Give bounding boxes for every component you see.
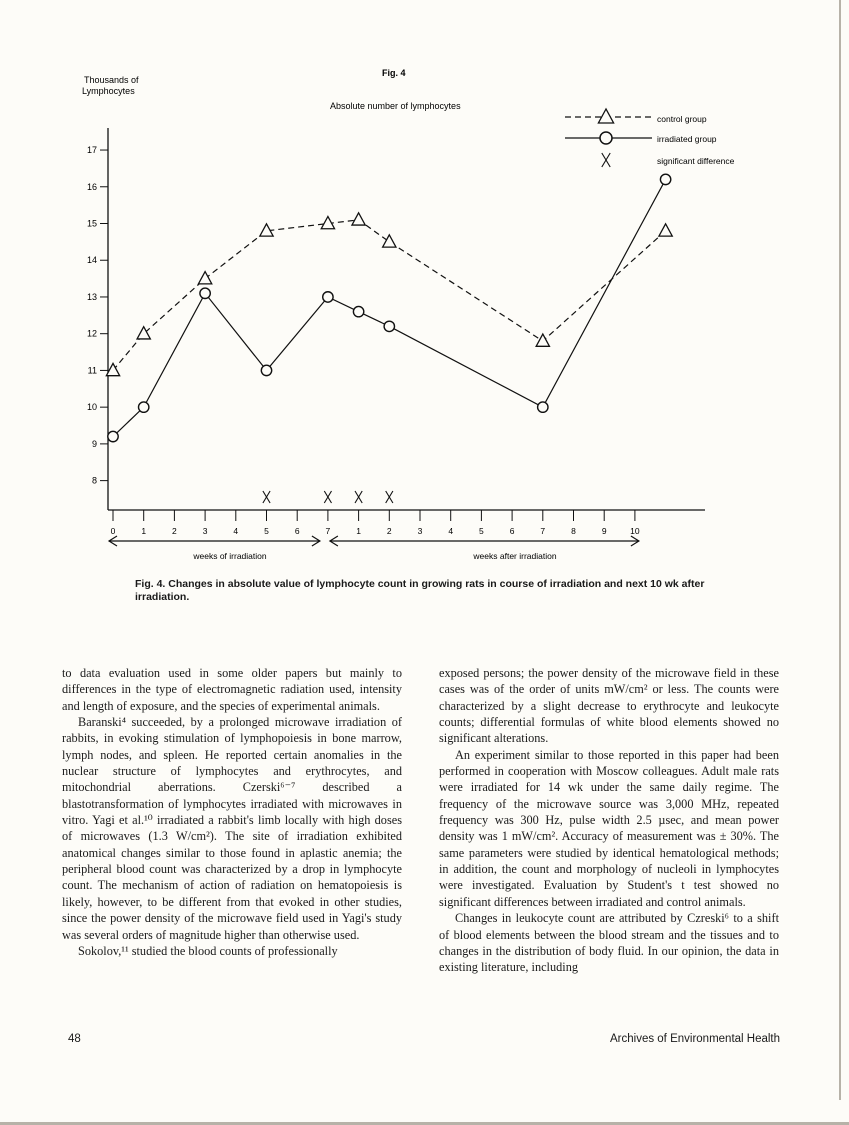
y-tick-label: 8 [91, 475, 97, 486]
y-axis-label-line-1: Thousands of [84, 75, 139, 85]
irradiated-point-circle [139, 402, 149, 412]
control-point-triangle [352, 213, 365, 225]
control-point-triangle [198, 272, 211, 284]
y-tick-label: 15 [86, 218, 97, 229]
y-tick-label: 14 [86, 255, 97, 266]
left-paragraph-1: to data evaluation used in some older papers but mainly to differences in the type of electromagnetic radiation used, intensity and length of exposure, and the species of experimental animals. [62, 666, 402, 713]
right-paragraph-3: Changes in leukocyte count are attributed by Czreski⁶ to a shift of blood elements between the blood stream and the tissues and to changes in the distribution of body fluid. In our opinion, the data in existing literature, including [439, 911, 779, 975]
x-tick-label: 5 [479, 526, 484, 536]
fig-label: Fig. 4 [382, 68, 406, 78]
x-tick-label: 4 [448, 526, 454, 536]
irradiated-point-circle [108, 431, 118, 441]
x-tick-label: 1 [141, 526, 147, 536]
page-number: 48 [68, 1033, 81, 1045]
x-tick-label: 10 [630, 526, 640, 536]
control-point-triangle [137, 327, 150, 339]
legend-label: significant difference [657, 156, 735, 166]
figure-caption: Fig. 4. Changes in absolute value of lymphocyte count in growing rats in course of irradiation and next 10 wk after irradiation. [135, 578, 705, 604]
left-paragraph-3: Sokolov,¹¹ studied the blood counts of professionally [78, 943, 338, 958]
x-axis-segment-label: weeks after irradiation [473, 551, 557, 561]
x-tick-label: 8 [571, 526, 576, 536]
y-tick-label: 10 [86, 402, 97, 413]
x-tick-label: 3 [417, 526, 423, 536]
text-column-right [439, 665, 779, 976]
y-tick-label: 16 [86, 181, 97, 192]
irradiated-series-line [113, 179, 666, 436]
x-tick-label: 7 [325, 526, 331, 536]
irradiated-point-circle [200, 288, 210, 298]
x-tick-label: 1 [356, 526, 361, 536]
right-paragraph-2: An experiment similar to those reported in this paper had been performed in cooperation with Moscow colleagues. Adult male rats were irradiated for 14 wk under the same daily regime. The frequency of the microwave source was 3,000 MHz, repeated frequency was 300 Hz, pulse width 2.5 µsec, and mean power density was 1 mW/cm². Accuracy of measurement was ± 30%. The same parameters were studied by identical hematological methods; in addition, the count and morphology of nucleoli in lymphocytes were investigated. Evaluation by Student's t test showed no significant differences between irradiated and control animals. [439, 747, 779, 909]
legend-label: control group [657, 114, 707, 124]
control-point-triangle [659, 224, 672, 236]
irradiated-point-circle [538, 402, 548, 412]
x-axis-segment-label: weeks of irradiation [193, 551, 267, 561]
y-tick-label: 11 [87, 365, 97, 376]
legend-label: irradiated group [657, 134, 717, 144]
irradiated-point-circle [660, 174, 670, 184]
y-tick-label: 13 [86, 291, 97, 302]
x-tick-label: 3 [202, 526, 208, 536]
text-column-left [62, 665, 402, 959]
irradiated-point-circle [384, 321, 394, 331]
legend-irradiated-circle [600, 132, 612, 144]
irradiated-point-circle [323, 292, 333, 302]
control-point-triangle [536, 334, 549, 346]
x-tick-label: 5 [264, 526, 269, 536]
scan-edge-rule [839, 0, 841, 1100]
y-tick-label: 17 [86, 145, 97, 156]
legend-control-triangle [598, 109, 613, 123]
y-tick-label: 12 [86, 328, 97, 339]
right-paragraph-1: exposed persons; the power density of the microwave field in these cases was of the order of units mW/cm² or less. The counts were characterized by a slight decrease to erythrocyte and leukocyte counts; differential formulas of white blood elements showed no significant alterations. [439, 666, 779, 746]
x-tick-label: 0 [110, 526, 116, 536]
y-axis-label-line-2: Lymphocytes [82, 86, 135, 96]
irradiated-point-circle [261, 365, 271, 375]
x-tick-label: 7 [540, 526, 546, 536]
x-tick-label: 4 [233, 526, 239, 536]
x-tick-label: 6 [509, 526, 515, 536]
chart-title: Absolute number of lymphocytes [330, 101, 461, 111]
control-point-triangle [383, 235, 396, 247]
journal-name: Archives of Environmental Health [610, 1033, 781, 1045]
y-tick-label: 9 [91, 438, 97, 449]
x-tick-label: 2 [172, 526, 177, 536]
left-paragraph-2: Baranski⁴ succeeded, by a prolonged microwave irradiation of rabbits, in evoking stimulation of lymphopoiesis in bone marrow, lymph nodes, and spleen. He reported certain anomalies in the nuclear structure of lymphocytes and erythrocytes, and mitochondrial aberrations. Czerski⁶⁻⁷ described a blastotransformation of lymphocytes irradiated with microwaves in vitro. Yagi et al.¹⁰ irradiated a rabbit's limb locally with high doses of microwaves (1.3 W/cm²). The site of irradiation exhibited anatomical changes similar to those found in aplastic anemia; the peripheral blood count was characterized by a drop in lymphocyte count. The mechanism of action of radiation on hematopoiesis is likely, however, to be different from that evoked in other studies, since the power density of the microwave field used in Yagi's study was several orders of magnitude higher than otherwise used. [62, 715, 402, 942]
irradiated-point-circle [353, 306, 363, 316]
x-tick-label: 6 [294, 526, 300, 536]
x-tick-label: 2 [386, 526, 392, 536]
x-tick-label: 9 [601, 526, 607, 536]
